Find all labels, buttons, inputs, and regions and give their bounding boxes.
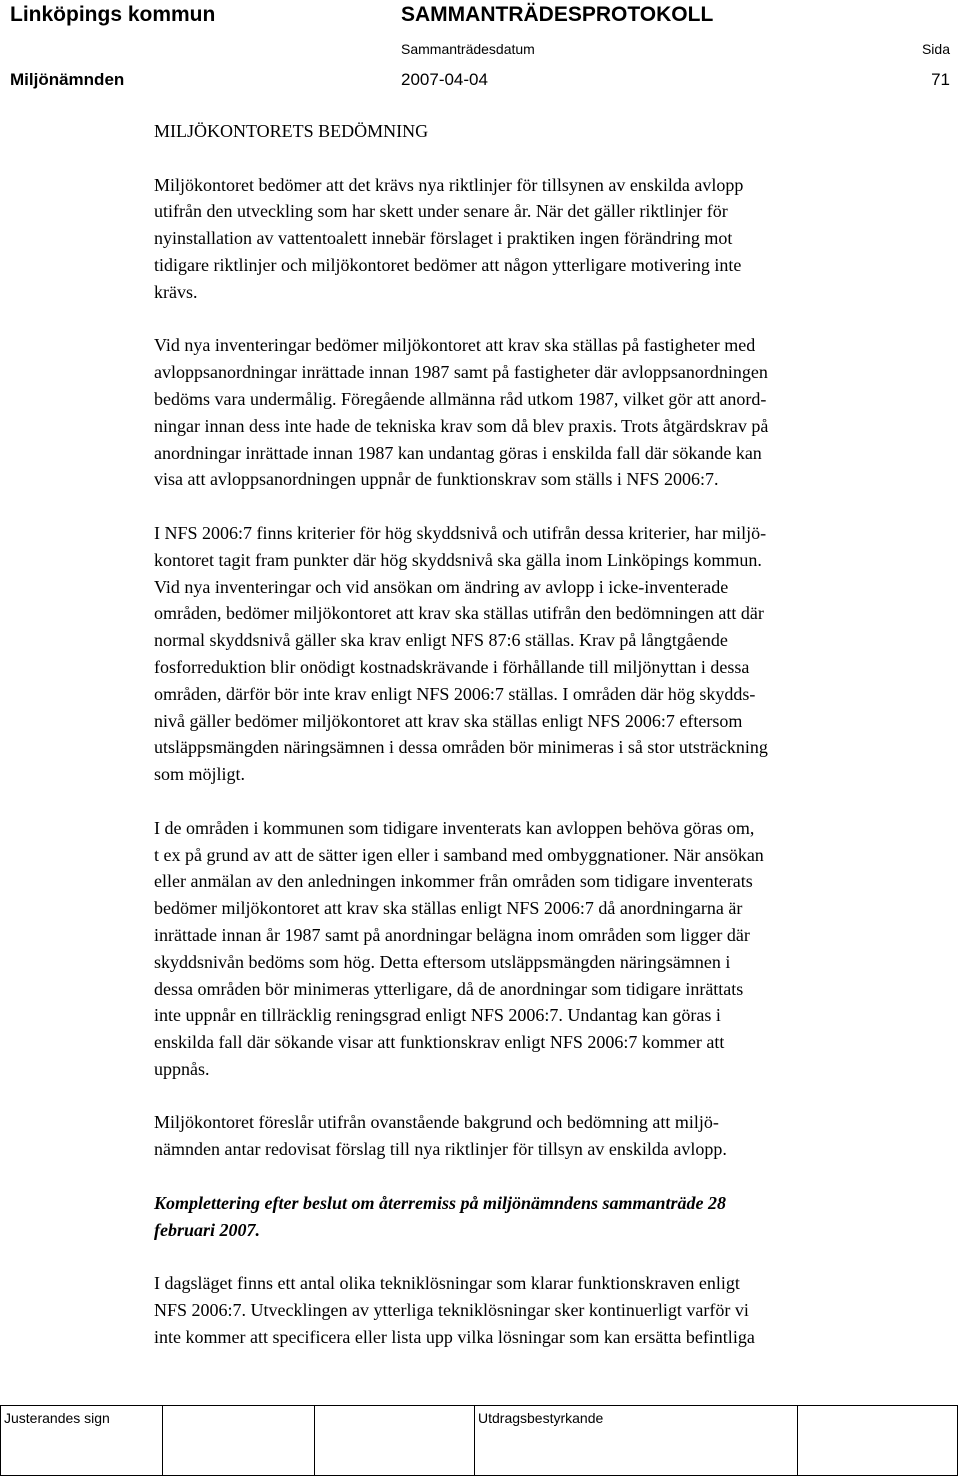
text-line: avloppsanordningar inrättade innan 1987 samt på fastigheter där avloppsanordningen [154,362,768,383]
utdragsbestyrkande-cell [475,1406,798,1476]
text-line: ningar innan dess inte hade de tekniska krav som då blev praxis. Trots åtgärdskrav på [154,415,769,436]
paragraph [154,332,954,493]
utdragsbestyrkande-label: Utdragsbestyrkande [478,1410,604,1426]
text-line: Komplettering efter beslut om återremiss på miljönämndens sammanträde 28 [154,1192,727,1213]
text-line: t ex på grund av att de sätter igen eller i samband med ombyggnationer. När ansökan [154,844,764,865]
signature-footer [0,1405,958,1476]
text-line: fosforreduktion blir onödigt kostnadskrävande i förhållande till miljönyttan i dessa [154,656,750,677]
paragraph [154,1190,954,1244]
text-line: inrättade innan år 1987 samt på anordningar belägna inom områden som ligger där [154,924,750,945]
justerandes-sign-cell [1,1406,163,1476]
text-line: nämnden antar redovisat förslag till nya riktlinjer för tillsyn av enskilda avlopp. [154,1139,727,1160]
paragraph [154,815,954,1083]
text-line: bedömer miljökontoret att krav ska ställas enligt NFS 2006:7 då anordningarna är [154,898,743,919]
text-line: inte kommer att specificera eller lista upp vilka lösningar som kan ersätta befintliga [154,1326,755,1347]
text-line: dessa områden bör minimeras ytterligare, då de anordningar som tidigare inrättats [154,978,744,999]
text-line: Miljökontoret föreslår utifrån ovanstående bakgrund och bedömning att miljö- [154,1112,719,1133]
meeting-date: 2007-04-04 [401,70,488,89]
text-line: I dagsläget finns ett antal olika tekniklösningar som klarar funktionskraven enligt [154,1273,740,1294]
paragraph [154,1270,954,1350]
paragraph [154,520,954,788]
justerandes-sign-label: Justerandes sign [4,1410,110,1426]
text-line: enskilda fall där sökande visar att funktionskrav enligt NFS 2006:7 kommer att [154,1032,725,1053]
text-line: uppnås. [154,1058,210,1079]
meeting-date-label: Sammanträdesdatum [401,41,535,57]
page-number: 71 [931,70,950,89]
text-line: nyinstallation av vattentoalett innebär förslaget i praktiken ingen förändring mot [154,228,733,249]
section-heading: MILJÖKONTORETS BEDÖMNING [154,121,429,141]
text-line: anordningar inrättade innan 1987 kan undantag göras i enskilda fall där sökande kan [154,442,762,463]
sign-cell-2 [163,1406,315,1476]
text-line: krävs. [154,281,198,302]
text-line: tidigare riktlinjer och miljökontoret bedömer att någon ytterligare motivering inte [154,254,742,275]
text-line: Vid nya inventeringar och vid ansökan om ändring av avlopp i icke-inventerade [154,576,729,597]
text-line: eller anmälan av den anledningen inkommer från områden som tidigare inventerats [154,871,753,892]
text-line: Vid nya inventeringar bedömer miljökontoret att krav ska ställas på fastigheter med [154,335,756,356]
text-line: områden, därför bör inte krav enligt NFS 2006:7 ställas. I områden där hög skydds- [154,683,756,704]
text-line: inte uppnår en tillräcklig reningsgrad enligt NFS 2006:7. Undantag kan göras i [154,1005,721,1026]
text-line: februari 2007. [154,1219,261,1240]
text-line: bedöms vara undermålig. Föregående allmänna råd utkom 1987, vilket gör att anord- [154,388,767,409]
text-line: nivå gäller bedömer miljökontoret att krav ska ställas enligt NFS 2006:7 eftersom [154,710,743,731]
committee-name: Miljönämnden [10,70,125,89]
document-body [154,118,954,1377]
page-label: Sida [921,41,950,57]
text-line: visa att avloppsanordningen uppnår de funktionskrav som ställs i NFS 2006:7. [154,469,719,490]
text-line: områden, bedömer miljökontoret att krav ska ställas utifrån den bedömningen att där [154,603,764,624]
text-line: Miljökontoret bedömer att det krävs nya riktlinjer för tillsynen av enskilda avlopp [154,174,744,195]
text-line: I NFS 2006:7 finns kriterier för hög skyddsnivå och utifrån dessa kriterier, har miljö- [154,522,767,543]
text-line: som möjligt. [154,764,246,785]
text-line: utifrån den utveckling som har skett under senare år. När det gäller riktlinjer för [154,201,728,222]
document-type: SAMMANTRÄDESPROTOKOLL [401,3,714,26]
text-line: skyddsnivån bedöms som hög. Detta eftersom utsläppsmängden näringsämnen i [154,951,731,972]
text-line: NFS 2006:7. Utvecklingen av ytterliga tekniklösningar sker kontinuerligt varför vi [154,1300,749,1321]
paragraph [154,172,954,306]
sign-cell-5 [798,1406,958,1476]
text-line: kontoret tagit fram punkter där hög skyddsnivå ska gälla inom Linköpings kommun. [154,549,762,570]
text-line: utsläppsmängden näringsämnen i dessa områden bör minimeras i så stor utsträckning [154,737,768,758]
paragraph-container [154,172,954,1351]
paragraph [154,1109,954,1163]
sign-cell-3 [315,1406,475,1476]
org-name: Linköpings kommun [10,3,216,26]
text-line: normal skyddsnivå gäller ska krav enligt NFS 87:6 ställas. Krav på långtgående [154,630,728,651]
text-line: I de områden i kommunen som tidigare inventerats kan avloppen behöva göras om, [154,817,755,838]
